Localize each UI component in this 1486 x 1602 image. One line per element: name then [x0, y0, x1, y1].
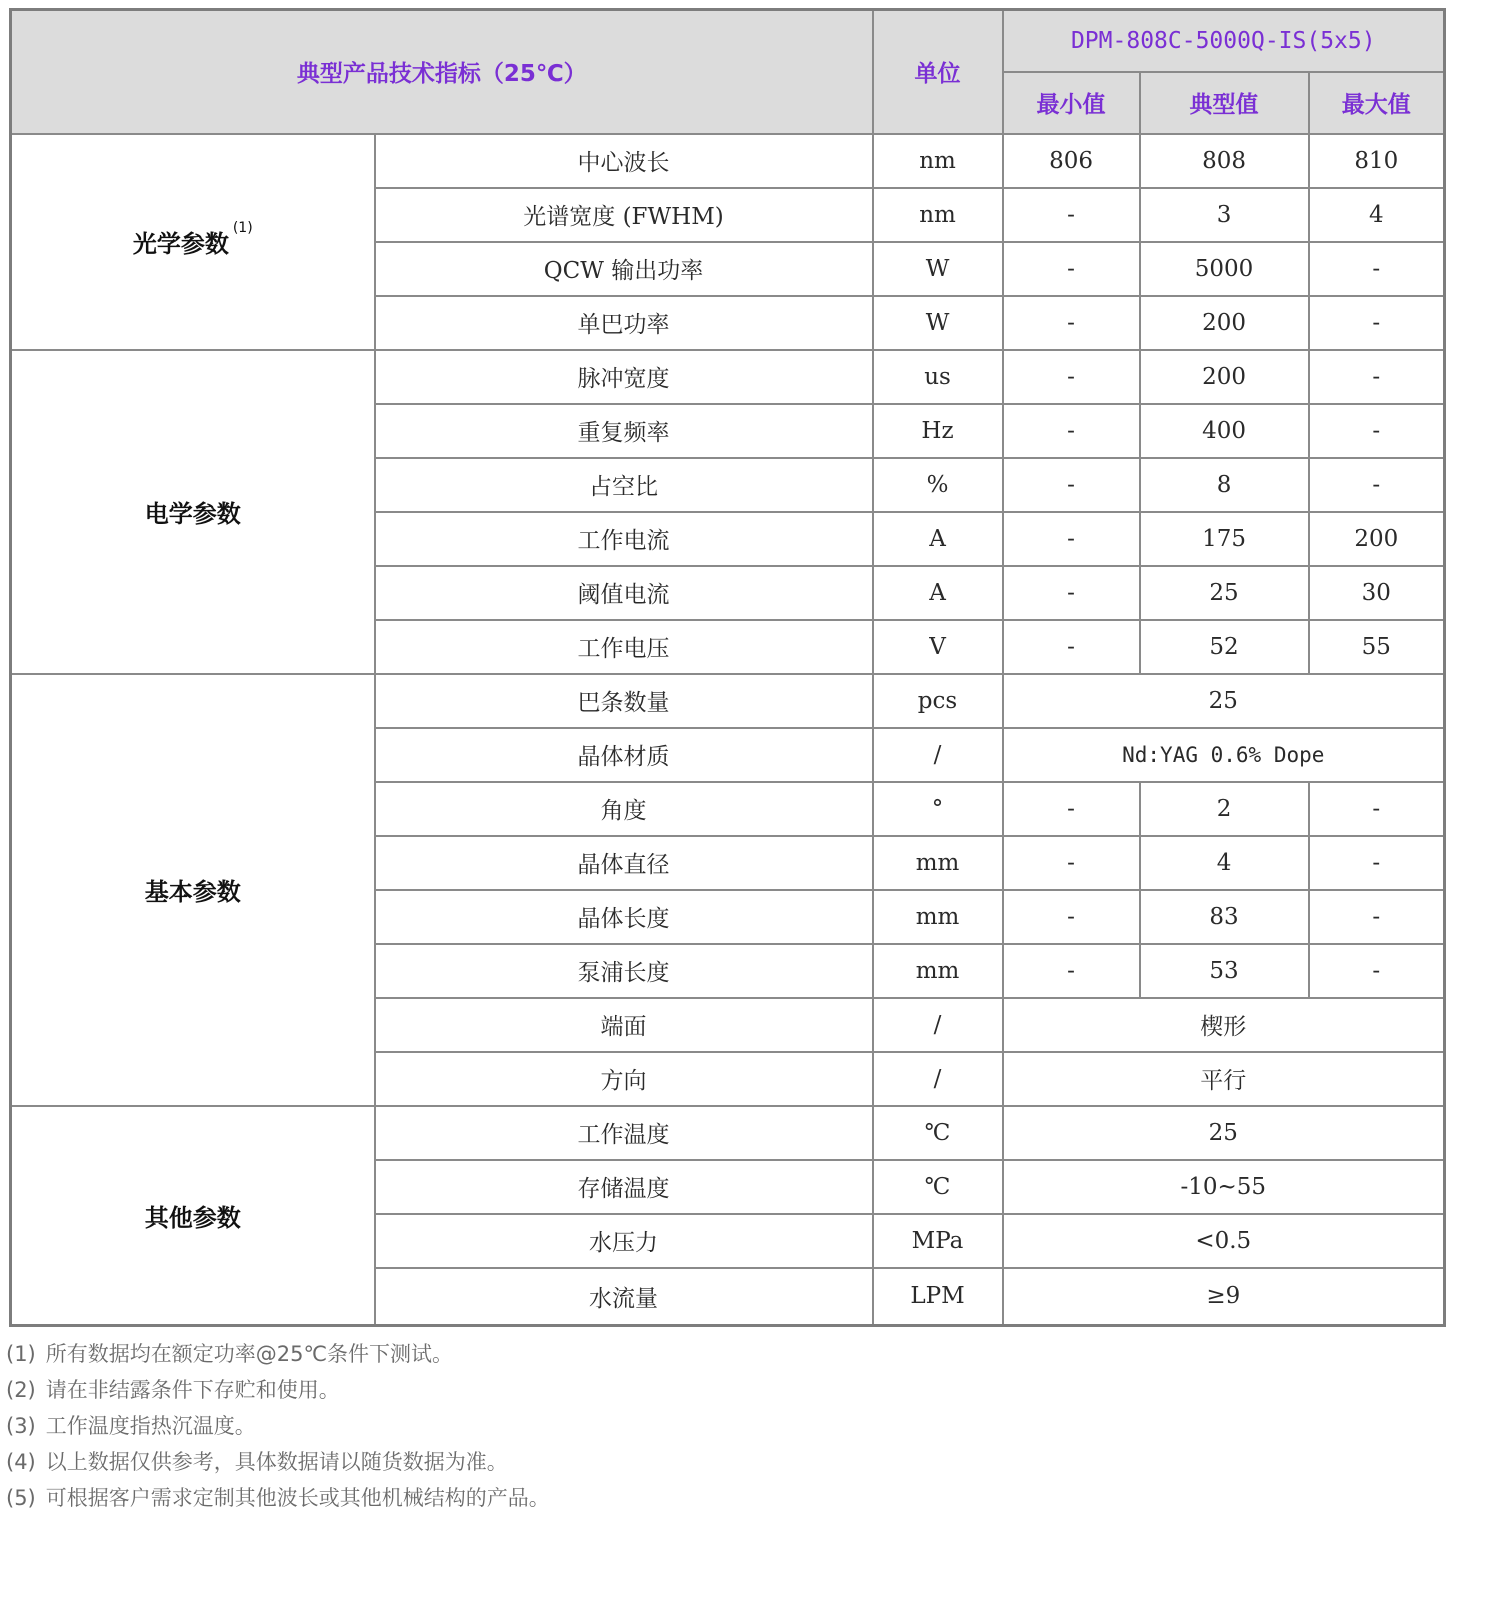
- param-cell: 中心波长: [375, 134, 873, 188]
- param-cell: 角度: [375, 782, 873, 836]
- group-other: 其他参数: [11, 1106, 375, 1326]
- typ-cell: 175: [1140, 512, 1309, 566]
- footnote-number: (4): [6, 1450, 36, 1474]
- unit-cell: A: [873, 566, 1003, 620]
- typ-header: 典型值: [1140, 72, 1309, 134]
- unit-cell: °: [873, 782, 1003, 836]
- param-cell: 晶体直径: [375, 836, 873, 890]
- param-cell: 脉冲宽度: [375, 350, 873, 404]
- param-cell: 巴条数量: [375, 674, 873, 728]
- typ-cell: 2: [1140, 782, 1309, 836]
- value-cell: ≥9: [1003, 1268, 1445, 1326]
- footnote-number: (2): [6, 1378, 36, 1402]
- typ-cell: 4: [1140, 836, 1309, 890]
- value-cell: 平行: [1003, 1052, 1445, 1106]
- min-cell: -: [1003, 296, 1140, 350]
- footnote: [6, 1336, 550, 1372]
- param-cell: 方向: [375, 1052, 873, 1106]
- footnote-number: (1): [6, 1342, 36, 1366]
- max-cell: -: [1309, 242, 1445, 296]
- group-optical: [11, 134, 375, 350]
- typ-cell: 200: [1140, 296, 1309, 350]
- footnote-text: 请在非结露条件下存贮和使用。: [45, 1378, 340, 1402]
- max-cell: -: [1309, 296, 1445, 350]
- footnote-text: 所有数据均在额定功率@25℃条件下测试。: [45, 1342, 454, 1366]
- max-cell: -: [1309, 836, 1445, 890]
- typ-cell: 53: [1140, 944, 1309, 998]
- unit-cell: W: [873, 242, 1003, 296]
- unit-cell: /: [873, 998, 1003, 1052]
- footnote-text: 工作温度指热沉温度。: [45, 1414, 256, 1438]
- table-row: [11, 1106, 1445, 1160]
- max-cell: 4: [1309, 188, 1445, 242]
- footnotes: [6, 1336, 550, 1516]
- min-cell: -: [1003, 620, 1140, 674]
- max-cell: -: [1309, 890, 1445, 944]
- param-cell: 阈值电流: [375, 566, 873, 620]
- spec-table: [9, 8, 1446, 1327]
- unit-cell: pcs: [873, 674, 1003, 728]
- typ-cell: 5000: [1140, 242, 1309, 296]
- unit-cell: %: [873, 458, 1003, 512]
- typ-cell: 52: [1140, 620, 1309, 674]
- footnote-text: 可根据客户需求定制其他波长或其他机械结构的产品。: [45, 1486, 550, 1510]
- min-cell: -: [1003, 350, 1140, 404]
- value-cell: 25: [1003, 674, 1445, 728]
- param-cell: 光谱宽度 (FWHM): [375, 188, 873, 242]
- max-cell: 55: [1309, 620, 1445, 674]
- value-cell: Nd:YAG 0.6% Dope: [1003, 728, 1445, 782]
- table-row: [11, 350, 1445, 404]
- value-cell: 25: [1003, 1106, 1445, 1160]
- typ-cell: 400: [1140, 404, 1309, 458]
- value-cell: -10~55: [1003, 1160, 1445, 1214]
- footnote: [6, 1480, 550, 1516]
- unit-cell: MPa: [873, 1214, 1003, 1268]
- param-cell: 占空比: [375, 458, 873, 512]
- typ-cell: 200: [1140, 350, 1309, 404]
- param-cell: 端面: [375, 998, 873, 1052]
- min-cell: -: [1003, 836, 1140, 890]
- unit-cell: mm: [873, 836, 1003, 890]
- table-title: 典型产品技术指标（25℃）: [11, 10, 873, 134]
- param-cell: QCW 输出功率: [375, 242, 873, 296]
- footnote: [6, 1372, 550, 1408]
- unit-header: 单位: [873, 10, 1003, 134]
- unit-cell: ℃: [873, 1106, 1003, 1160]
- min-cell: -: [1003, 188, 1140, 242]
- typ-cell: 25: [1140, 566, 1309, 620]
- value-cell: <0.5: [1003, 1214, 1445, 1268]
- typ-cell: 3: [1140, 188, 1309, 242]
- max-cell: -: [1309, 944, 1445, 998]
- footnote: [6, 1408, 550, 1444]
- typ-cell: 83: [1140, 890, 1309, 944]
- unit-cell: A: [873, 512, 1003, 566]
- max-cell: 810: [1309, 134, 1445, 188]
- unit-cell: /: [873, 728, 1003, 782]
- min-cell: -: [1003, 890, 1140, 944]
- typ-cell: 808: [1140, 134, 1309, 188]
- min-cell: -: [1003, 782, 1140, 836]
- typ-cell: 8: [1140, 458, 1309, 512]
- param-cell: 水压力: [375, 1214, 873, 1268]
- table-row: [11, 134, 1445, 188]
- unit-cell: Hz: [873, 404, 1003, 458]
- unit-cell: nm: [873, 188, 1003, 242]
- max-cell: 30: [1309, 566, 1445, 620]
- min-cell: -: [1003, 242, 1140, 296]
- footnote-text: 以上数据仅供参考，具体数据请以随货数据为准。: [45, 1450, 508, 1474]
- group-basic: 基本参数: [11, 674, 375, 1106]
- max-cell: -: [1309, 458, 1445, 512]
- max-cell: -: [1309, 404, 1445, 458]
- unit-cell: LPM: [873, 1268, 1003, 1326]
- max-cell: 200: [1309, 512, 1445, 566]
- group-electrical: 电学参数: [11, 350, 375, 674]
- footnote-number: (3): [6, 1414, 36, 1438]
- param-cell: 工作温度: [375, 1106, 873, 1160]
- footnote-number: (5): [6, 1486, 36, 1510]
- param-cell: 晶体长度: [375, 890, 873, 944]
- max-header: 最大值: [1309, 72, 1445, 134]
- param-cell: 晶体材质: [375, 728, 873, 782]
- unit-cell: V: [873, 620, 1003, 674]
- table-row: [11, 674, 1445, 728]
- min-cell: -: [1003, 512, 1140, 566]
- param-cell: 工作电压: [375, 620, 873, 674]
- param-cell: 存储温度: [375, 1160, 873, 1214]
- footnote: [6, 1444, 550, 1480]
- min-cell: -: [1003, 944, 1140, 998]
- max-cell: -: [1309, 782, 1445, 836]
- unit-cell: mm: [873, 944, 1003, 998]
- max-cell: -: [1309, 350, 1445, 404]
- param-cell: 单巴功率: [375, 296, 873, 350]
- min-cell: -: [1003, 458, 1140, 512]
- param-cell: 水流量: [375, 1268, 873, 1326]
- footnote-marker: (1): [232, 220, 253, 236]
- unit-cell: us: [873, 350, 1003, 404]
- group-label: 光学参数: [132, 230, 229, 258]
- unit-cell: nm: [873, 134, 1003, 188]
- value-cell: 楔形: [1003, 998, 1445, 1052]
- param-cell: 泵浦长度: [375, 944, 873, 998]
- unit-cell: ℃: [873, 1160, 1003, 1214]
- min-header: 最小值: [1003, 72, 1140, 134]
- unit-cell: /: [873, 1052, 1003, 1106]
- min-cell: 806: [1003, 134, 1140, 188]
- model-header: DPM-808C-5000Q-IS(5x5): [1003, 10, 1445, 72]
- unit-cell: mm: [873, 890, 1003, 944]
- min-cell: -: [1003, 566, 1140, 620]
- param-cell: 工作电流: [375, 512, 873, 566]
- min-cell: -: [1003, 404, 1140, 458]
- param-cell: 重复频率: [375, 404, 873, 458]
- unit-cell: W: [873, 296, 1003, 350]
